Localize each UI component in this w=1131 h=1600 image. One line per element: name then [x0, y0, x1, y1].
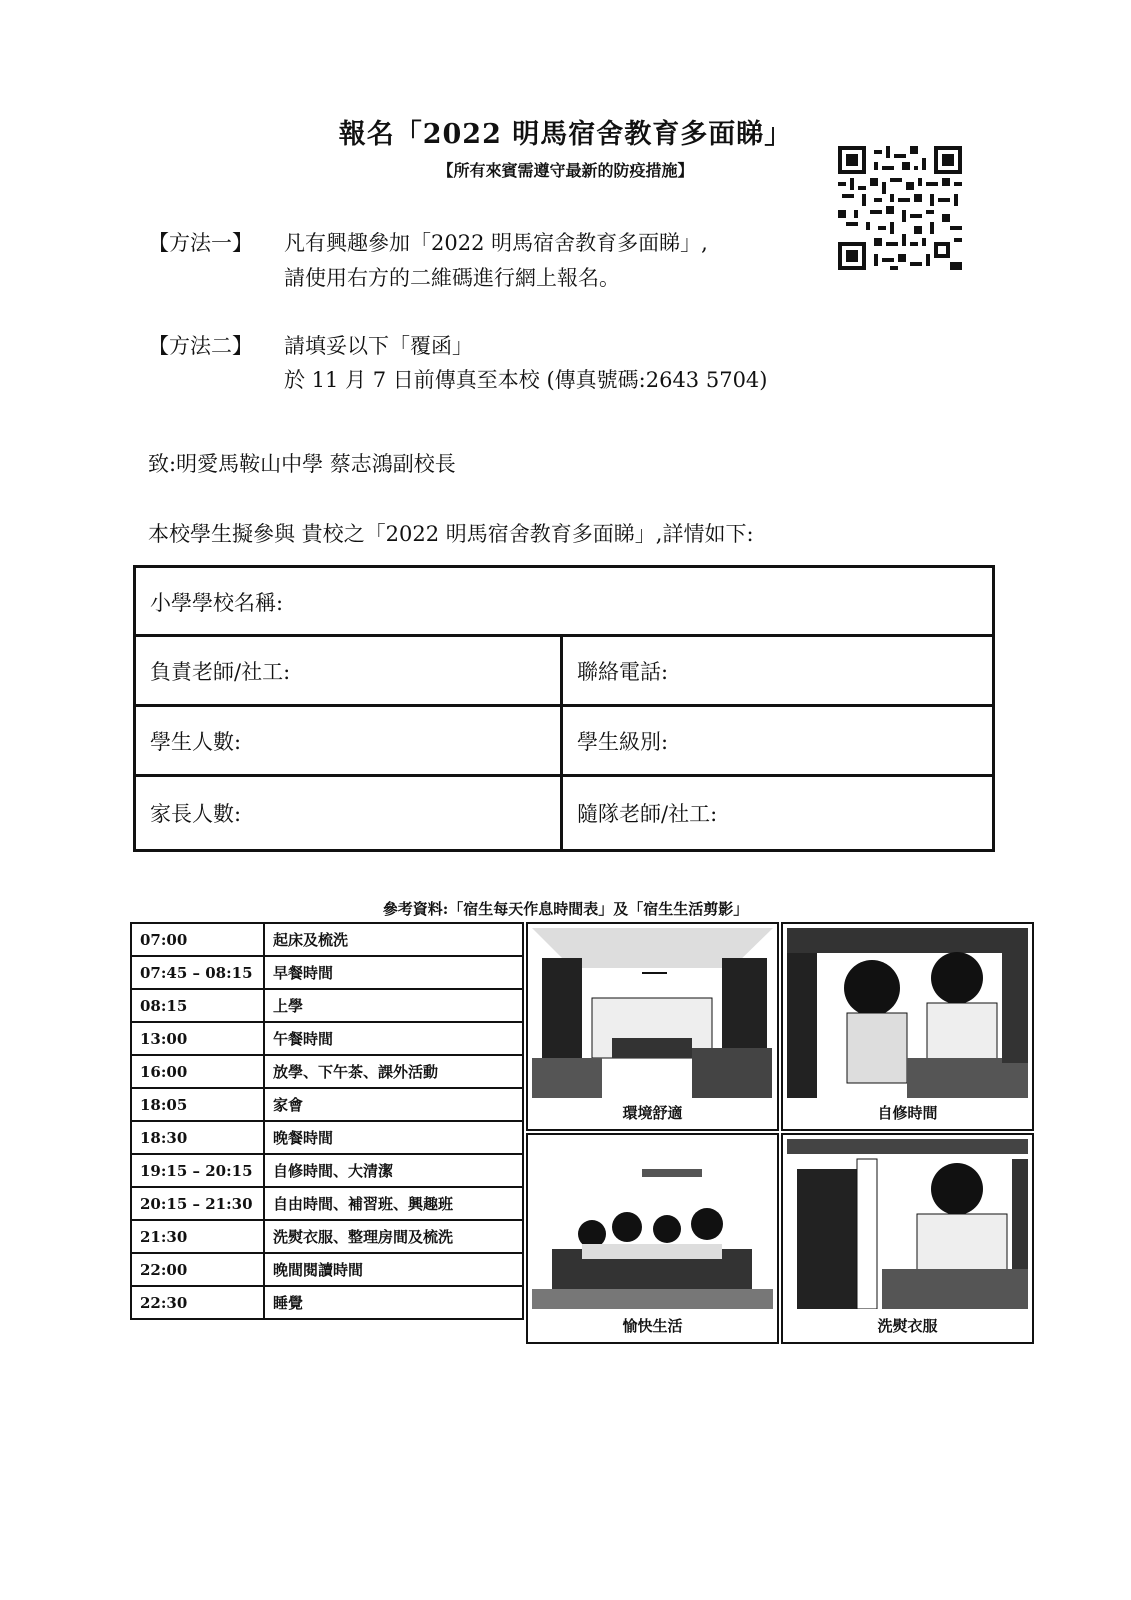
escort-field[interactable] — [563, 777, 993, 849]
schedule-time: 18:30 — [131, 1121, 264, 1154]
photo-caption: 環境舒適 — [622, 1104, 683, 1122]
table-row — [131, 1088, 523, 1121]
schedule-activity: 放學、下午茶、課外活動 — [264, 1055, 523, 1088]
schedule-time: 19:15 – 20:15 — [131, 1154, 264, 1187]
schedule-activity: 晚間閱讀時間 — [264, 1253, 523, 1286]
page-title: 報名「2022 明馬宿舍教育多面睇」 — [338, 119, 793, 150]
method-two-line-1: 請填妥以下「覆函」 — [284, 334, 473, 358]
table-row — [131, 1253, 523, 1286]
grade-label: 學生級別: — [577, 730, 669, 754]
table-row — [131, 1022, 523, 1055]
schedule-time: 22:00 — [131, 1253, 264, 1286]
method-one-line-1: 凡有興趣參加「2022 明馬宿舍教育多面睇」, — [284, 231, 708, 255]
schedule-time: 21:30 — [131, 1220, 264, 1253]
schedule-activity: 家會 — [264, 1088, 523, 1121]
schedule-activity: 洗熨衣服、整理房間及梳洗 — [264, 1220, 523, 1253]
schedule-activity: 睡覺 — [264, 1286, 523, 1319]
photo-caption: 愉快生活 — [622, 1317, 683, 1335]
escort-label: 隨隊老師/社工: — [577, 802, 718, 826]
school-name-label: 小學學校名稱: — [150, 591, 284, 615]
school-name-field[interactable] — [136, 568, 992, 636]
phone-label: 聯絡電話: — [577, 660, 669, 684]
schedule-time: 07:45 – 08:15 — [131, 956, 264, 989]
students-field[interactable] — [136, 707, 560, 775]
method-one-line-2: 請使用右方的二維碼進行網上報名。 — [284, 266, 620, 290]
schedule-activity: 早餐時間 — [264, 956, 523, 989]
schedule-time: 07:00 — [131, 923, 264, 956]
schedule-activity: 自由時間、補習班、興趣班 — [264, 1187, 523, 1220]
table-row — [131, 956, 523, 989]
photo-panel — [781, 1133, 1034, 1344]
table-row — [131, 1187, 523, 1220]
schedule-activity: 自修時間、大清潔 — [264, 1154, 523, 1187]
schedule-time: 20:15 – 21:30 — [131, 1187, 264, 1220]
grade-field[interactable] — [563, 707, 993, 775]
photo-caption: 洗熨衣服 — [877, 1317, 938, 1335]
reply-form — [133, 565, 995, 852]
reference-title: 參考資料:「宿生每天作息時間表」及「宿生生活剪影」 — [382, 900, 749, 918]
intro-text: 本校學生擬參與 貴校之「2022 明馬宿舍教育多面睇」,詳情如下: — [148, 522, 754, 546]
form-column-divider — [560, 634, 563, 852]
study-time-photo — [787, 928, 1028, 1098]
qr-code-icon[interactable] — [838, 146, 962, 270]
teacher-label: 負責老師/社工: — [150, 660, 291, 684]
schedule-time: 22:30 — [131, 1286, 264, 1319]
schedule-activity: 晚餐時間 — [264, 1121, 523, 1154]
photo-panel — [781, 922, 1034, 1131]
parents-field[interactable] — [136, 777, 560, 849]
dormitory-room-photo — [532, 928, 773, 1098]
table-row — [131, 1154, 523, 1187]
students-label: 學生人數: — [150, 730, 242, 754]
happy-life-photo — [532, 1139, 773, 1309]
schedule-time: 08:15 — [131, 989, 264, 1022]
schedule-activity: 上學 — [264, 989, 523, 1022]
daily-schedule-table — [130, 922, 524, 1320]
table-row — [131, 923, 523, 956]
method-one-label: 【方法一】 — [148, 231, 253, 255]
photo-caption: 自修時間 — [877, 1104, 938, 1122]
table-row — [131, 1055, 523, 1088]
photo-panel — [526, 922, 779, 1131]
schedule-time: 16:00 — [131, 1055, 264, 1088]
parents-label: 家長人數: — [150, 802, 242, 826]
table-row — [131, 989, 523, 1022]
method-two-line-2: 於 11 月 7 日前傳真至本校 (傳真號碼:2643 5704) — [284, 368, 768, 392]
schedule-time: 13:00 — [131, 1022, 264, 1055]
addressee: 致:明愛馬鞍山中學 蔡志鴻副校長 — [148, 452, 456, 476]
table-row — [131, 1121, 523, 1154]
table-row — [131, 1220, 523, 1253]
schedule-time: 18:05 — [131, 1088, 264, 1121]
page-subtitle: 【所有來賓需遵守最新的防疫措施】 — [437, 161, 694, 180]
ironing-clothes-photo — [787, 1139, 1028, 1309]
method-two-label: 【方法二】 — [148, 334, 253, 358]
photo-panel — [526, 1133, 779, 1344]
teacher-field[interactable] — [136, 637, 560, 705]
schedule-activity: 起床及梳洗 — [264, 923, 523, 956]
table-row — [131, 1286, 523, 1319]
phone-field[interactable] — [563, 637, 993, 705]
schedule-activity: 午餐時間 — [264, 1022, 523, 1055]
